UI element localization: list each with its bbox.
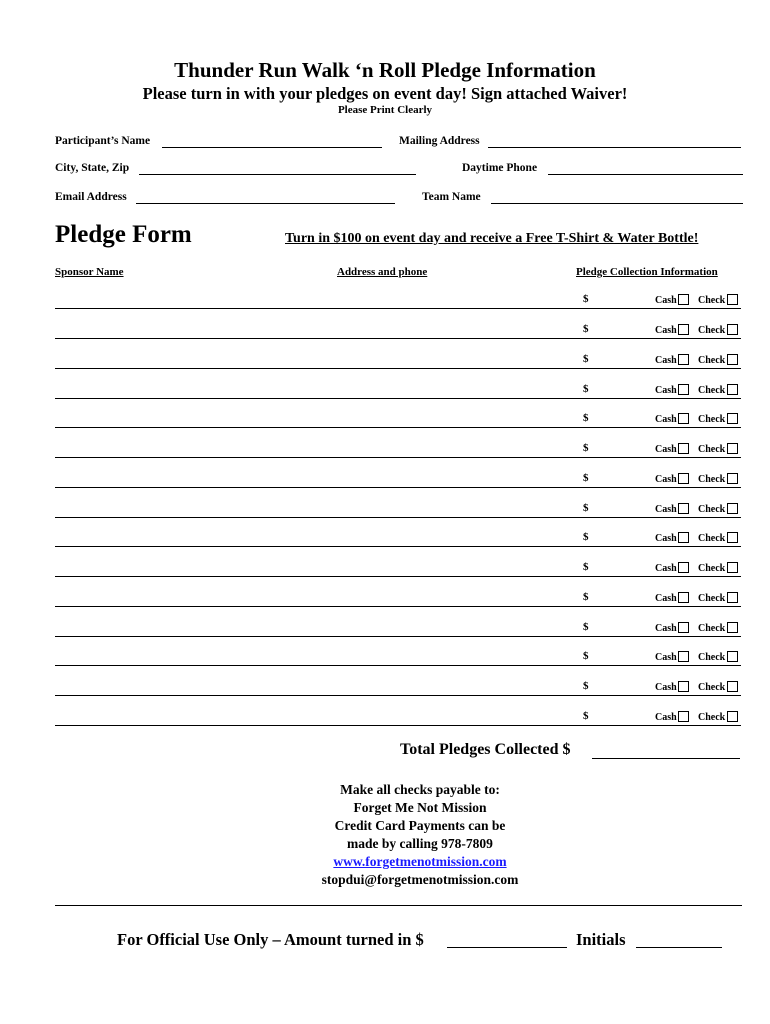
cash-checkbox[interactable] bbox=[678, 562, 689, 573]
payment-info-line: Credit Card Payments can be bbox=[334, 818, 506, 833]
cash-checkbox[interactable] bbox=[678, 473, 689, 484]
pledge-row bbox=[0, 677, 770, 707]
sponsor-entry-line[interactable] bbox=[55, 546, 741, 547]
sponsor-entry-line[interactable] bbox=[55, 517, 741, 518]
dollar-sign: $ bbox=[583, 531, 589, 543]
cash-label: Cash bbox=[655, 563, 677, 574]
cash-checkbox[interactable] bbox=[678, 354, 689, 365]
pledge-row bbox=[0, 350, 770, 380]
city-state-zip-label: City, State, Zip bbox=[55, 162, 130, 174]
check-label: Check bbox=[698, 504, 726, 515]
check-label: Check bbox=[698, 385, 726, 396]
pledge-row bbox=[0, 290, 770, 320]
cash-checkbox[interactable] bbox=[678, 651, 689, 662]
form-subtitle: Please turn in with your pledges on event day! Sign attached Waiver! bbox=[142, 84, 628, 103]
cash-label: Cash bbox=[655, 623, 677, 634]
check-label: Check bbox=[698, 682, 726, 693]
check-checkbox[interactable] bbox=[727, 562, 738, 573]
cash-label: Cash bbox=[655, 355, 677, 366]
cash-label: Cash bbox=[655, 533, 677, 544]
cash-label: Cash bbox=[655, 682, 677, 693]
cash-label: Cash bbox=[655, 444, 677, 455]
form-title: Thunder Run Walk ‘n Roll Pledge Information bbox=[174, 58, 596, 82]
cash-label: Cash bbox=[655, 385, 677, 396]
initials-field[interactable] bbox=[636, 947, 722, 948]
dollar-sign: $ bbox=[583, 680, 589, 692]
pledge-row bbox=[0, 588, 770, 618]
cash-checkbox[interactable] bbox=[678, 503, 689, 514]
cash-checkbox[interactable] bbox=[678, 711, 689, 722]
column-address-phone: Address and phone bbox=[337, 266, 428, 278]
official-use-label: For Official Use Only – Amount turned in $ bbox=[117, 930, 424, 949]
dollar-sign: $ bbox=[583, 561, 589, 573]
dollar-sign: $ bbox=[583, 621, 589, 633]
check-checkbox[interactable] bbox=[727, 294, 738, 305]
mailing-address-label: Mailing Address bbox=[399, 135, 480, 147]
cash-checkbox[interactable] bbox=[678, 413, 689, 424]
participant-name-field[interactable] bbox=[162, 147, 382, 148]
sponsor-entry-line[interactable] bbox=[55, 368, 741, 369]
dollar-sign: $ bbox=[583, 710, 589, 722]
team-name-field[interactable] bbox=[491, 203, 743, 204]
amount-turned-in-field[interactable] bbox=[447, 947, 567, 948]
payment-info-line: made by calling 978-7809 bbox=[347, 836, 493, 851]
dollar-sign: $ bbox=[583, 353, 589, 365]
sponsor-entry-line[interactable] bbox=[55, 338, 741, 339]
cash-label: Cash bbox=[655, 652, 677, 663]
check-checkbox[interactable] bbox=[727, 532, 738, 543]
pledge-row bbox=[0, 618, 770, 648]
check-label: Check bbox=[698, 414, 726, 425]
promo-text: Turn in $100 on event day and receive a Free T-Shirt & Water Bottle! bbox=[285, 231, 699, 246]
dollar-sign: $ bbox=[583, 502, 589, 514]
check-label: Check bbox=[698, 295, 726, 306]
dollar-sign: $ bbox=[583, 323, 589, 335]
print-clearly-note: Please Print Clearly bbox=[337, 104, 433, 116]
total-pledges-field[interactable] bbox=[592, 758, 740, 759]
cash-label: Cash bbox=[655, 504, 677, 515]
cash-checkbox[interactable] bbox=[678, 294, 689, 305]
pledge-row bbox=[0, 469, 770, 499]
check-label: Check bbox=[698, 652, 726, 663]
check-checkbox[interactable] bbox=[727, 681, 738, 692]
check-checkbox[interactable] bbox=[727, 413, 738, 424]
dollar-sign: $ bbox=[583, 383, 589, 395]
mailing-address-field[interactable] bbox=[488, 147, 741, 148]
sponsor-entry-line[interactable] bbox=[55, 487, 741, 488]
cash-checkbox[interactable] bbox=[678, 384, 689, 395]
team-name-label: Team Name bbox=[422, 191, 481, 203]
sponsor-entry-line[interactable] bbox=[55, 457, 741, 458]
pledge-row bbox=[0, 528, 770, 558]
dollar-sign: $ bbox=[583, 412, 589, 424]
website-link-row bbox=[0, 854, 770, 870]
check-checkbox[interactable] bbox=[727, 651, 738, 662]
dollar-sign: $ bbox=[583, 293, 589, 305]
payment-info-line: Make all checks payable to: bbox=[340, 782, 500, 797]
pledge-row bbox=[0, 320, 770, 350]
city-state-zip-field[interactable] bbox=[139, 174, 416, 175]
dollar-sign: $ bbox=[583, 472, 589, 484]
total-pledges-label: Total Pledges Collected $ bbox=[400, 741, 571, 758]
cash-checkbox[interactable] bbox=[678, 324, 689, 335]
pledge-row bbox=[0, 499, 770, 529]
daytime-phone-field[interactable] bbox=[548, 174, 743, 175]
divider-line bbox=[55, 905, 742, 906]
cash-label: Cash bbox=[655, 414, 677, 425]
check-label: Check bbox=[698, 325, 726, 336]
pledge-row bbox=[0, 707, 770, 737]
cash-checkbox[interactable] bbox=[678, 443, 689, 454]
check-label: Check bbox=[698, 474, 726, 485]
daytime-phone-label: Daytime Phone bbox=[462, 162, 538, 174]
column-pledge-collection: Pledge Collection Information bbox=[576, 266, 718, 278]
check-checkbox[interactable] bbox=[727, 443, 738, 454]
sponsor-entry-line[interactable] bbox=[55, 427, 741, 428]
cash-checkbox[interactable] bbox=[678, 622, 689, 633]
cash-label: Cash bbox=[655, 325, 677, 336]
pledge-row bbox=[0, 380, 770, 410]
check-label: Check bbox=[698, 563, 726, 574]
email-address-label: Email Address bbox=[55, 191, 127, 203]
initials-label: Initials bbox=[576, 930, 626, 949]
sponsor-entry-line[interactable] bbox=[55, 606, 741, 607]
check-checkbox[interactable] bbox=[727, 473, 738, 484]
sponsor-entry-line[interactable] bbox=[55, 398, 741, 399]
sponsor-entry-line[interactable] bbox=[55, 308, 741, 309]
sponsor-entry-line[interactable] bbox=[55, 725, 741, 726]
check-label: Check bbox=[698, 355, 726, 366]
check-label: Check bbox=[698, 533, 726, 544]
sponsor-entry-line[interactable] bbox=[55, 665, 741, 666]
sponsor-entry-line[interactable] bbox=[55, 636, 741, 637]
participant-name-label: Participant’s Name bbox=[55, 135, 151, 147]
cash-label: Cash bbox=[655, 474, 677, 485]
check-checkbox[interactable] bbox=[727, 503, 738, 514]
dollar-sign: $ bbox=[583, 591, 589, 603]
cash-checkbox[interactable] bbox=[678, 681, 689, 692]
sponsor-entry-line[interactable] bbox=[55, 695, 741, 696]
sponsor-entry-line[interactable] bbox=[55, 576, 741, 577]
pledge-row bbox=[0, 409, 770, 439]
cash-label: Cash bbox=[655, 295, 677, 306]
cash-label: Cash bbox=[655, 593, 677, 604]
email-address-field[interactable] bbox=[136, 203, 395, 204]
pledge-row bbox=[0, 439, 770, 469]
contact-email: stopdui@forgetmenotmission.com bbox=[321, 872, 519, 887]
pledge-row bbox=[0, 558, 770, 588]
cash-checkbox[interactable] bbox=[678, 592, 689, 603]
check-checkbox[interactable] bbox=[727, 622, 738, 633]
dollar-sign: $ bbox=[583, 650, 589, 662]
check-label: Check bbox=[698, 593, 726, 604]
check-label: Check bbox=[698, 623, 726, 634]
check-checkbox[interactable] bbox=[727, 711, 738, 722]
cash-checkbox[interactable] bbox=[678, 532, 689, 543]
check-checkbox[interactable] bbox=[727, 324, 738, 335]
cash-label: Cash bbox=[655, 712, 677, 723]
pledge-row bbox=[0, 647, 770, 677]
check-checkbox[interactable] bbox=[727, 354, 738, 365]
check-checkbox[interactable] bbox=[727, 592, 738, 603]
pledge-form-heading: Pledge Form bbox=[55, 221, 192, 248]
payment-info-line: Forget Me Not Mission bbox=[353, 800, 487, 815]
dollar-sign: $ bbox=[583, 442, 589, 454]
check-label: Check bbox=[698, 444, 726, 455]
check-label: Check bbox=[698, 712, 726, 723]
column-sponsor-name: Sponsor Name bbox=[55, 266, 124, 278]
check-checkbox[interactable] bbox=[727, 384, 738, 395]
website-link[interactable]: www.forgetmenotmission.com bbox=[333, 854, 507, 869]
